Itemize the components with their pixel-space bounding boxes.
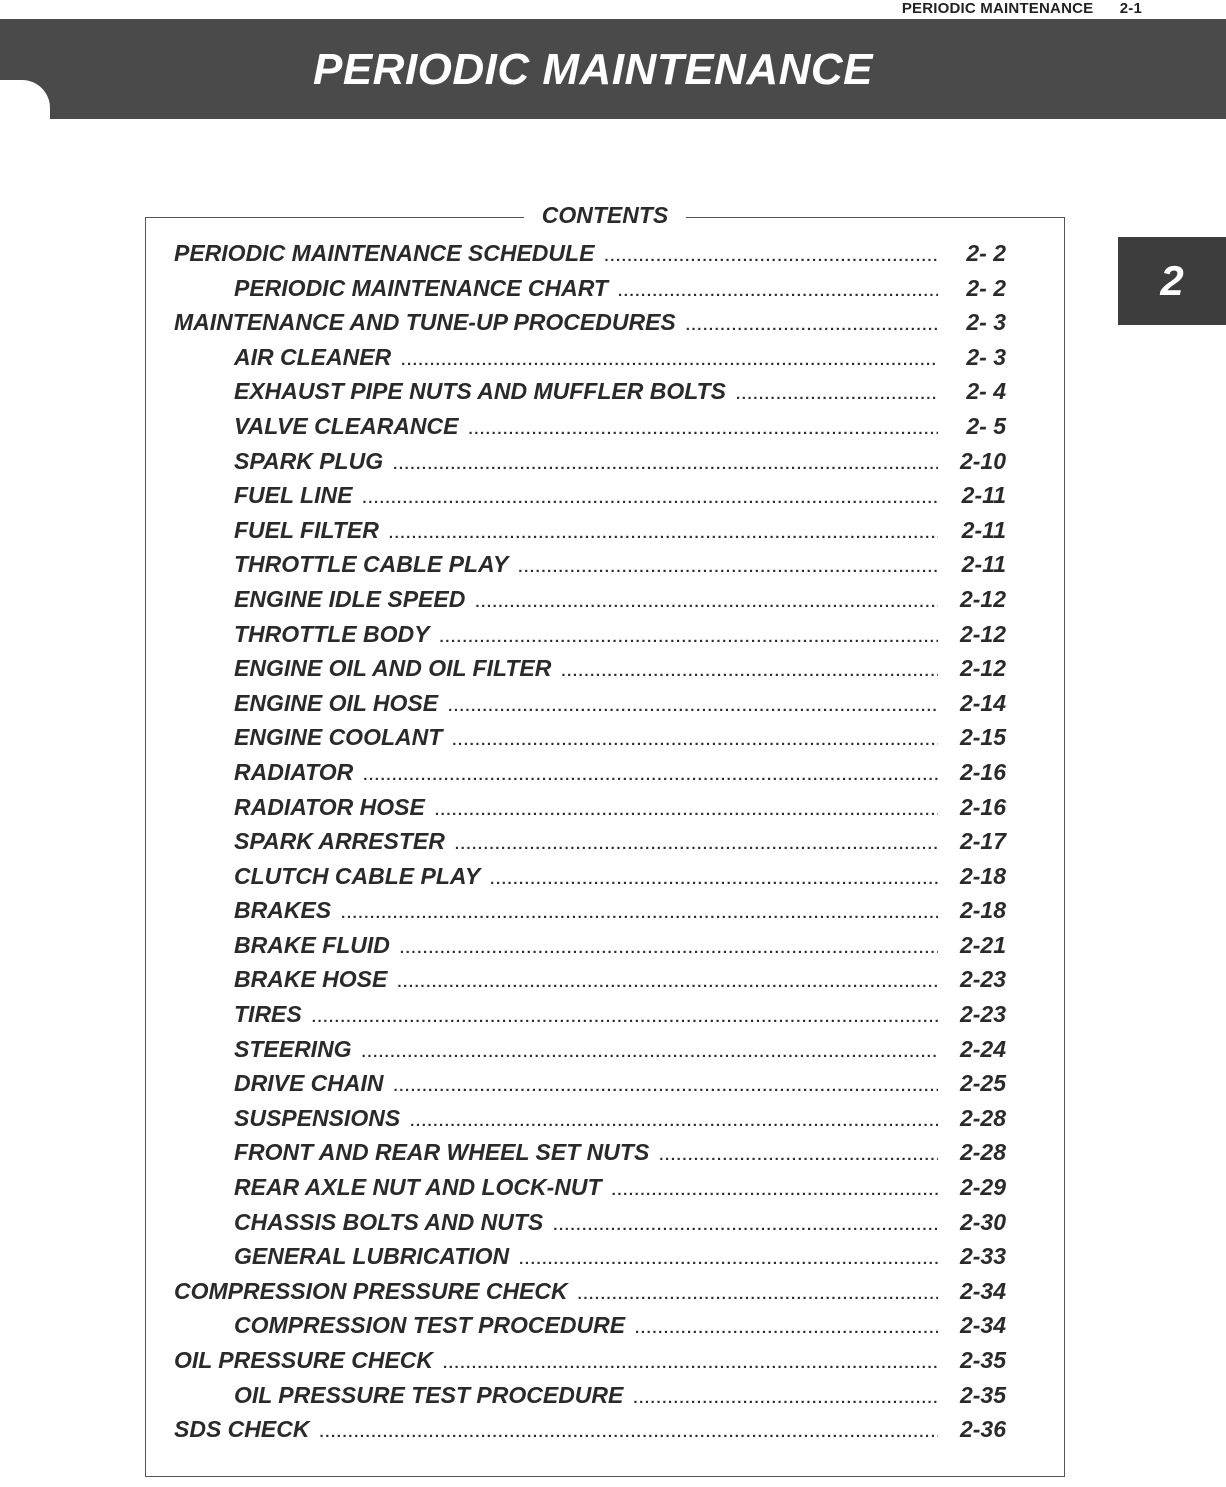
toc-dot-leader [341,905,938,922]
toc-dot-leader [612,1182,938,1199]
toc-entry-title: OIL PRESSURE TEST PROCEDURE [234,1381,624,1408]
toc-dot-leader [363,767,938,784]
toc-dot-leader [440,629,939,646]
contents-heading-wrap [146,202,1064,229]
toc-entry[interactable] [174,1243,1006,1278]
toc-entry[interactable] [174,1278,1006,1313]
toc-entry[interactable] [174,275,1006,310]
toc-entry[interactable] [174,1416,1006,1451]
toc-entry-title: EXHAUST PIPE NUTS AND MUFFLER BOLTS [234,378,726,405]
toc-entry-page: 2-30 [959,1208,1006,1235]
contents-heading: CONTENTS [524,202,687,228]
toc-entry-title: FRONT AND REAR WHEEL SET NUTS [234,1139,650,1166]
toc-entry[interactable] [174,1312,1006,1347]
toc-entry-page: 2-16 [959,758,1006,785]
toc-entry[interactable] [174,551,1006,586]
toc-entry-title: DRIVE CHAIN [234,1070,384,1097]
toc-entry-title: ENGINE OIL AND OIL FILTER [234,655,552,682]
toc-entry-title: RADIATOR HOSE [234,793,425,820]
toc-entry[interactable] [174,378,1006,413]
toc-entry[interactable] [174,1070,1006,1105]
toc-entry-title: CLUTCH CABLE PLAY [234,862,481,889]
toc-entry-page: 2-18 [959,897,1006,924]
toc-entry[interactable] [174,1174,1006,1209]
toc-entry-page: 2-17 [959,828,1006,855]
toc-entry-page: 2- 2 [966,240,1006,266]
toc-entry-title: BRAKES [234,897,332,924]
toc-entry-page: 2-23 [959,966,1006,993]
toc-entry-page: 2-12 [959,620,1006,647]
toc-entry-page: 2-35 [959,1381,1006,1408]
running-header-section: PERIODIC MAINTENANCE [901,0,1094,17]
toc-entry-page: 2-34 [959,1312,1006,1339]
toc-entry[interactable] [174,724,1006,759]
toc-entry-title: SDS CHECK [174,1416,310,1443]
toc-entry-page: 2- 2 [966,274,1006,301]
toc-dot-leader [393,456,938,473]
toc-entry[interactable] [174,448,1006,483]
toc-entry-page: 2-11 [961,551,1006,578]
toc-entry-page: 2-14 [959,689,1006,716]
toc-entry[interactable] [174,655,1006,690]
contents-box [145,202,1065,1477]
toc-entry[interactable] [174,1382,1006,1417]
toc-dot-leader [362,1044,938,1061]
toc-entry-page: 2- 5 [966,412,1006,439]
toc-dot-leader [397,974,938,991]
toc-dot-leader [448,698,938,715]
toc-entry[interactable] [174,1139,1006,1174]
toc-entry-title: GENERAL LUBRICATION [234,1243,510,1270]
toc-entry[interactable] [174,482,1006,517]
toc-dot-leader [736,386,938,403]
toc-entry-title: CHASSIS BOLTS AND NUTS [234,1208,544,1235]
toc-dot-leader [410,1113,938,1130]
toc-entry-title: STEERING [234,1035,352,1062]
toc-dot-leader [452,732,938,749]
toc-entry-title: ENGINE IDLE SPEED [234,585,466,612]
toc-entry-page: 2-21 [959,931,1006,958]
toc-entry-title: SPARK PLUG [234,447,384,474]
toc-entry-title: BRAKE FLUID [234,931,390,958]
toc-dot-leader [435,802,938,819]
toc-dot-leader [578,1286,938,1303]
chapter-title: PERIODIC MAINTENANCE [312,45,874,94]
toc-dot-leader [635,1320,938,1337]
toc-entry[interactable] [174,621,1006,656]
toc-entry[interactable] [174,932,1006,967]
toc-entry[interactable] [174,1036,1006,1071]
toc-entry-title: PERIODIC MAINTENANCE SCHEDULE [174,240,595,266]
toc-entry-page: 2- 3 [966,343,1006,370]
toc-entry[interactable] [174,1209,1006,1244]
toc-entry-title: COMPRESSION PRESSURE CHECK [174,1277,568,1304]
toc-entry[interactable] [174,828,1006,863]
toc-entry-title: THROTTLE BODY [234,620,430,647]
toc-entry-page: 2-34 [959,1277,1006,1304]
toc-entry-page: 2-16 [959,793,1006,820]
toc-entry-page: 2-28 [959,1139,1006,1166]
toc-entry-title: COMPRESSION TEST PROCEDURE [234,1312,626,1339]
toc-entry-page: 2-28 [959,1104,1006,1131]
toc-entry-page: 2-11 [961,482,1006,509]
toc-entry-page: 2-23 [959,1001,1006,1028]
toc-entry[interactable] [174,240,1006,275]
toc-entry[interactable] [174,1001,1006,1036]
toc-entry-title: ENGINE OIL HOSE [234,689,439,716]
section-tab [1118,237,1226,325]
toc-entry[interactable] [174,586,1006,621]
toc-entry[interactable] [174,759,1006,794]
toc-entry-title: SUSPENSIONS [234,1104,401,1131]
toc-dot-leader [553,1217,938,1234]
toc-entry-title: FUEL LINE [234,482,353,509]
toc-dot-leader [312,1009,938,1026]
toc-entry-title: SPARK ARRESTER [234,828,445,855]
toc-dot-leader [469,421,939,438]
toc-dot-leader [400,940,938,957]
toc-entry-page: 2-35 [959,1347,1006,1373]
toc-entry-page: 2-33 [959,1243,1006,1270]
toc-dot-leader [394,1078,938,1095]
toc-entry-title: TIRES [234,1001,302,1028]
toc-entry-title: FUEL FILTER [234,516,379,543]
toc-dot-leader [362,490,938,507]
toc-dot-leader [519,1251,938,1268]
toc-dot-leader [686,317,938,334]
toc-entry[interactable] [174,794,1006,829]
toc-dot-leader [455,836,938,853]
table-of-contents [174,240,1006,1451]
toc-entry-page: 2-11 [961,516,1006,543]
toc-entry-page: 2-25 [959,1070,1006,1097]
toc-entry-page: 2- 4 [966,378,1006,405]
toc-entry-title: AIR CLEANER [234,343,392,370]
toc-entry[interactable] [174,863,1006,898]
toc-entry-title: VALVE CLEARANCE [234,412,459,439]
toc-entry[interactable] [174,1105,1006,1140]
toc-entry[interactable] [174,966,1006,1001]
toc-entry-title: BRAKE HOSE [234,966,388,993]
toc-entry-page: 2-10 [959,447,1006,474]
toc-entry-title: ENGINE COOLANT [234,724,443,751]
toc-dot-leader [401,352,938,369]
toc-entry-title: OIL PRESSURE CHECK [174,1347,434,1373]
toc-entry-page: 2-12 [959,655,1006,682]
toc-dot-leader [561,663,938,680]
toc-entry[interactable] [174,344,1006,379]
toc-entry-page: 2-36 [959,1416,1006,1443]
toc-dot-leader [618,283,938,300]
toc-entry[interactable] [174,517,1006,552]
running-header-page-number: 2-1 [1119,0,1142,17]
toc-entry[interactable] [174,897,1006,932]
toc-entry[interactable] [174,690,1006,725]
toc-entry-page: 2-18 [959,862,1006,889]
toc-entry[interactable] [174,413,1006,448]
toc-entry[interactable] [174,1347,1006,1382]
toc-entry-title: MAINTENANCE AND TUNE-UP PROCEDURES [174,309,676,336]
chapter-banner [0,19,1226,119]
toc-entry-title: THROTTLE CABLE PLAY [234,551,509,578]
toc-dot-leader [319,1424,938,1441]
toc-dot-leader [604,248,938,265]
toc-dot-leader [475,594,938,611]
toc-entry-page: 2-15 [959,724,1006,751]
toc-entry-page: 2- 3 [966,309,1006,336]
toc-entry-page: 2-29 [959,1174,1006,1201]
section-tab-number: 2 [1160,257,1184,304]
toc-entry-title: RADIATOR [234,758,354,785]
toc-dot-leader [443,1355,938,1372]
toc-entry-page: 2-24 [959,1035,1006,1062]
toc-entry[interactable] [174,309,1006,344]
toc-dot-leader [490,871,938,888]
toc-dot-leader [518,559,938,576]
toc-entry-page: 2-12 [959,585,1006,612]
toc-dot-leader [659,1147,938,1164]
toc-dot-leader [633,1390,938,1407]
toc-entry-title: PERIODIC MAINTENANCE CHART [234,274,608,301]
toc-dot-leader [389,525,938,542]
toc-entry-title: REAR AXLE NUT AND LOCK-NUT [234,1174,602,1201]
